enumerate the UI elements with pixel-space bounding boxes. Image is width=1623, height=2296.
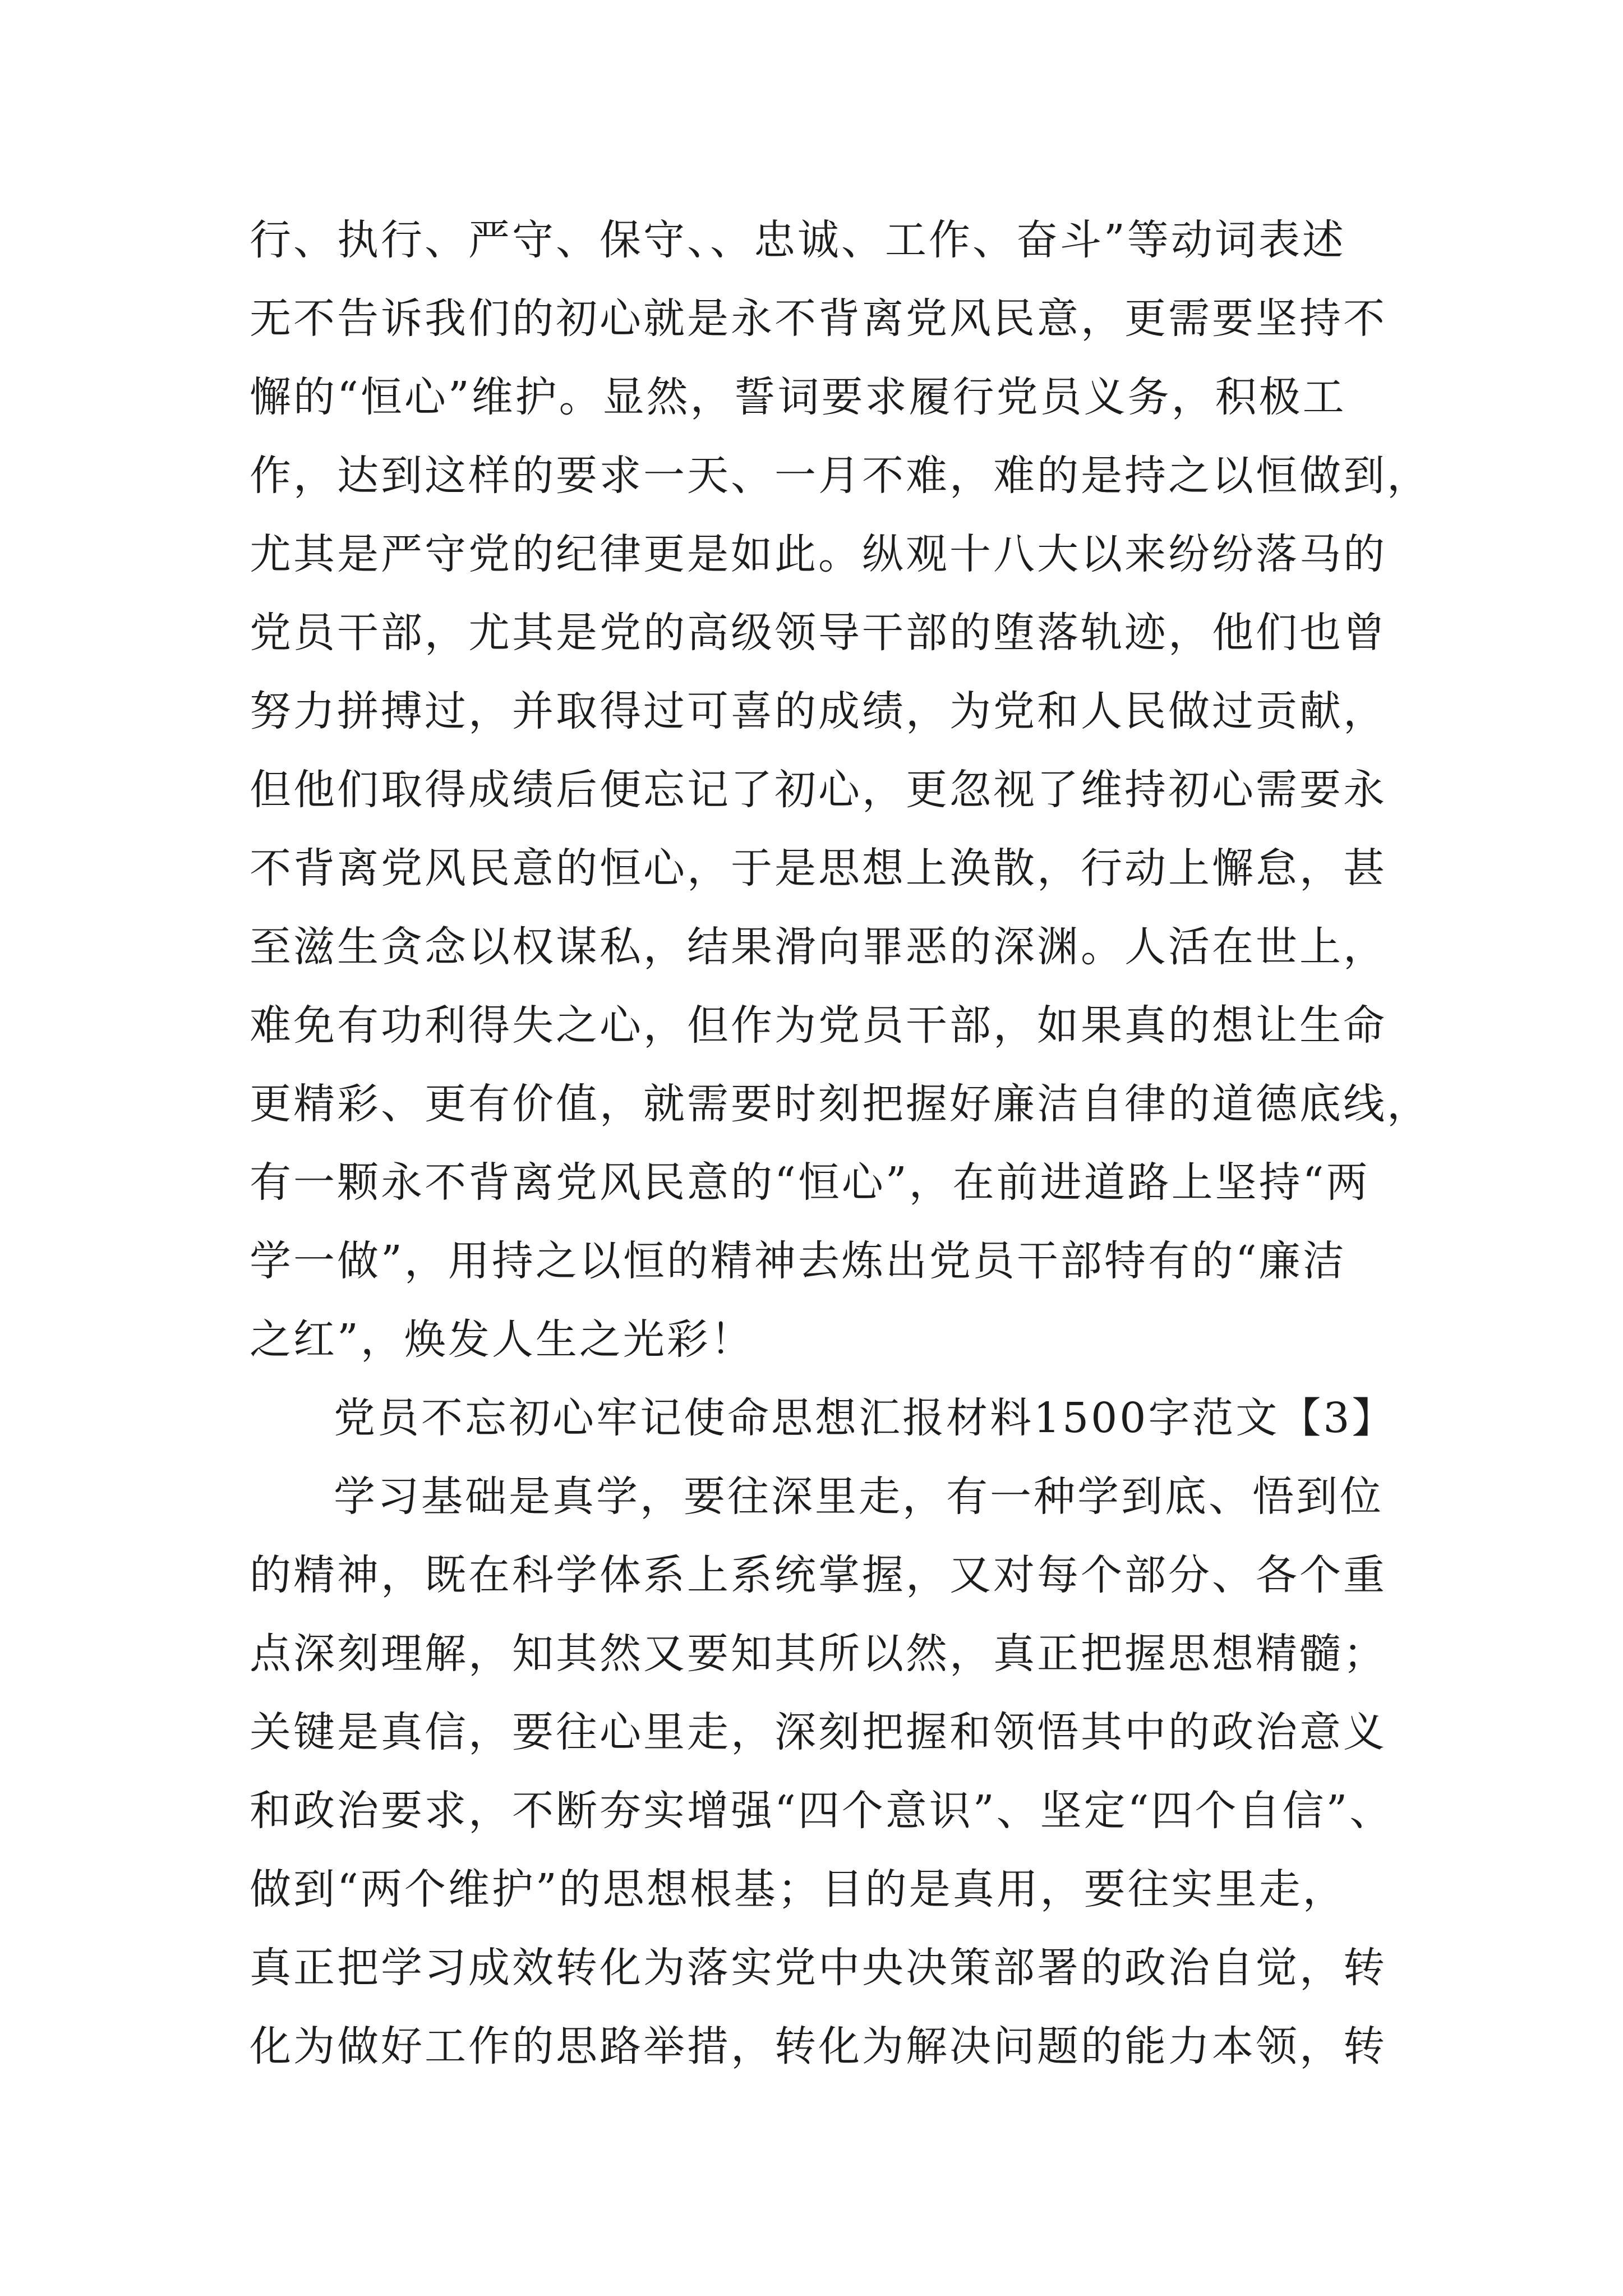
body-text-line: 但他们取得成绩后便忘记了初心，更忽视了维持初心需要永 xyxy=(250,766,1387,814)
body-text-line: 和政治要求，不断夯实增强“四个意识”、坚定“四个自信”、 xyxy=(250,1787,1394,1835)
body-text-line: 点深刻理解，知其然又要知其所以然，真正把握思想精髓； xyxy=(250,1630,1387,1678)
body-text-line: 之红”，焕发人生之光彩！ xyxy=(250,1315,754,1364)
body-text-line: 党员干部，尤其是党的高级领导干部的堕落轨迹，他们也曾 xyxy=(250,609,1387,657)
body-text-line: 难免有功利得失之心，但作为党员干部，如果真的想让生命 xyxy=(250,1001,1387,1050)
body-text-line: 至滋生贪念以权谋私，结果滑向罪恶的深渊。人活在世上， xyxy=(250,923,1387,971)
body-text-line: 化为做好工作的思路举措，转化为解决问题的能力本领，转 xyxy=(250,2022,1387,2070)
body-text-line: 做到“两个维护”的思想根基；目的是真用，要往实里走， xyxy=(250,1865,1347,1913)
body-text-line: 不背离党风民意的恒心，于是思想上涣散，行动上懈怠，甚 xyxy=(250,844,1387,892)
body-text-line: 的精神，既在科学体系上系统掌握，又对每个部分、各个重 xyxy=(250,1551,1387,1599)
body-text-line: 尤其是严守党的纪律更是如此。纵观十八大以来纷纷落马的 xyxy=(250,530,1387,578)
section-heading: 党员不忘初心牢记使命思想汇报材料1500字范文【3】 xyxy=(334,1394,1396,1442)
body-text-line: 努力拼搏过，并取得过可喜的成绩，为党和人民做过贡献， xyxy=(250,687,1387,735)
body-text-line: 行、执行、严守、保守、、忠诚、工作、奋斗”等动词表述 xyxy=(250,216,1346,264)
body-text-line: 更精彩、更有价值，就需要时刻把握好廉洁自律的道德底线， xyxy=(250,1080,1431,1128)
body-text-line: 有一颗永不背离党风民意的“恒心”，在前进道路上坚持“两 xyxy=(250,1158,1370,1207)
body-text-line: 作，达到这样的要求一天、一月不难，难的是持之以恒做到， xyxy=(250,452,1431,500)
body-text-line: 学一做”，用持之以恒的精神去炼出党员干部特有的“廉洁 xyxy=(250,1237,1347,1285)
body-text-line: 无不告诉我们的初心就是永不背离党风民意，更需要坚持不 xyxy=(250,295,1387,343)
body-text-line: 学习基础是真学，要往深里走，有一种学到底、悟到位 xyxy=(334,1473,1384,1521)
body-text-line: 关键是真信，要往心里走，深刻把握和领悟其中的政治意义 xyxy=(250,1708,1387,1756)
body-text-line: 懈的“恒心”维护。显然，誓词要求履行党员义务，积极工 xyxy=(250,373,1347,421)
body-text-line: 真正把学习成效转化为落实党中央决策部署的政治自觉，转 xyxy=(250,1944,1387,1992)
